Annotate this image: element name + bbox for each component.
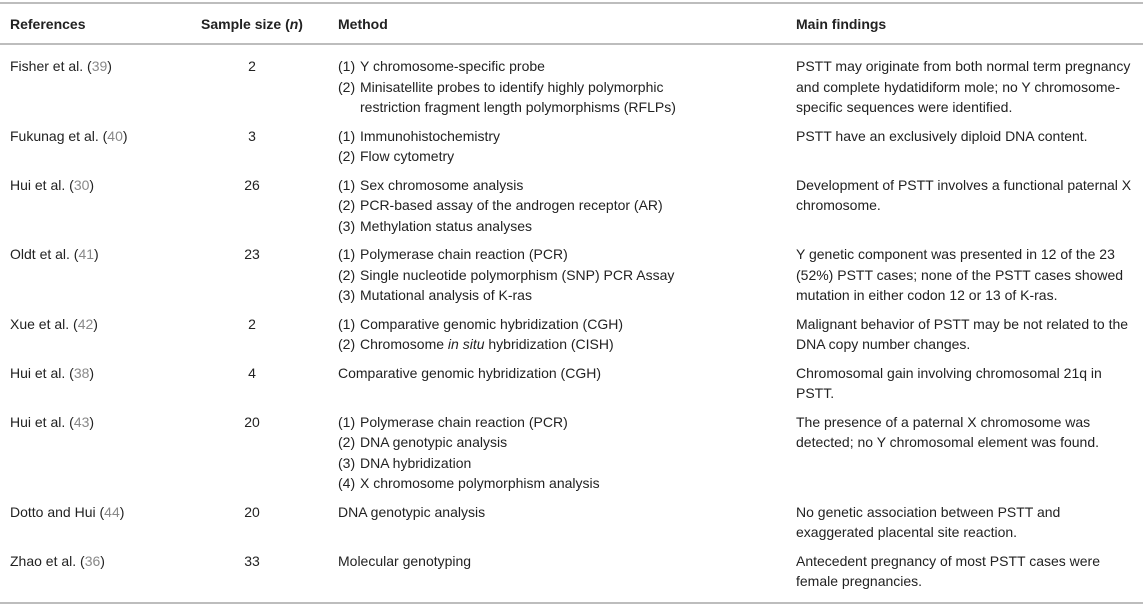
sample-size-cell: 26 xyxy=(244,176,260,193)
reference-cell: Fisher et al. (39) xyxy=(10,58,112,74)
reference-cell: Oldt et al. (41) xyxy=(10,246,99,262)
reference-cell: Dotto and Hui (44) xyxy=(10,503,125,520)
studies-table xyxy=(0,2,1143,604)
method-cell xyxy=(328,240,784,310)
method-item: (1) Polymerase chain reaction (PCR) xyxy=(338,413,568,430)
reference-cell: Hui et al. (43) xyxy=(10,413,95,430)
sample-size-cell: 2 xyxy=(248,58,256,74)
method-item: (1) Y chromosome-specific probe xyxy=(338,58,545,74)
header-row xyxy=(0,3,1143,44)
findings-cell: Y genetic component was presented in 12 of the 23 (52%) PSTT cases; none of the PSTT cases showed mutation in either codon 12 or 13 of K-ras. xyxy=(796,246,1124,303)
method-item: (2) DNA genotypic analysis xyxy=(338,434,508,450)
method-item: (3) Methylation status analyses xyxy=(338,217,532,234)
method-cell xyxy=(328,498,784,547)
method-cell xyxy=(328,547,784,603)
table-row xyxy=(0,171,1143,241)
table-row xyxy=(0,240,1143,310)
findings-cell: Antecedent pregnancy of most PSTT cases were female pregnancies. xyxy=(784,547,1143,603)
reference-cell: Xue et al. (42) xyxy=(10,315,98,332)
citation-link[interactable]: 41 xyxy=(78,246,95,262)
method-item: (2) Flow cytometry xyxy=(338,148,455,164)
citation-link[interactable]: 38 xyxy=(73,364,90,381)
method-cell xyxy=(328,44,784,122)
method-item: Comparative genomic hybridization (CGH) xyxy=(338,364,601,381)
table-row xyxy=(0,310,1143,359)
method-item: (2) PCR-based assay of the androgen receptor (AR) xyxy=(338,197,663,213)
method-cell xyxy=(328,359,784,408)
method-item: (4) X chromosome polymorphism analysis xyxy=(338,475,600,491)
findings-cell: Malignant behavior of PSTT may be not related to the DNA copy number changes. xyxy=(796,315,1129,352)
method-item: (3) DNA hybridization xyxy=(338,454,472,471)
findings-cell: Chromosomal gain involving chromosomal 21q in PSTT. xyxy=(796,364,1102,401)
table-row xyxy=(0,122,1143,171)
findings-cell: Development of PSTT involves a functional paternal X chromosome. xyxy=(796,176,1132,213)
sample-size-cell: 3 xyxy=(248,127,256,144)
method-item: (2) Single nucleotide polymorphism (SNP) PCR Assay xyxy=(338,266,675,283)
sample-size-cell: 2 xyxy=(248,315,256,332)
citation-link[interactable]: 39 xyxy=(91,58,108,74)
findings-cell: The presence of a paternal X chromosome was detected; no Y chromosomal element was found. xyxy=(796,413,1099,450)
citation-link[interactable]: 36 xyxy=(84,552,101,569)
sample-size-cell: 20 xyxy=(244,503,260,520)
citation-link[interactable]: 40 xyxy=(107,127,123,144)
table-row xyxy=(0,44,1143,122)
method-item: (1) Polymerase chain reaction (PCR) xyxy=(338,246,568,262)
method-item: (1) Comparative genomic hybridization (CGH) xyxy=(338,315,623,332)
table-row xyxy=(0,547,1143,603)
method-cell xyxy=(328,310,784,359)
method-item: (2) Chromosome in situ hybridization (CISH) xyxy=(338,336,614,352)
citation-link[interactable]: 44 xyxy=(104,503,120,520)
method-item: Molecular genotyping xyxy=(338,552,472,569)
findings-cell: PSTT may originate from both normal term pregnancy and complete hydatidiform mole; no Y chromosome-specific sequences were identified. xyxy=(796,58,1131,115)
reference-cell: Fukunag et al. (40) xyxy=(10,127,128,144)
method-item: (1) Immunohistochemistry xyxy=(338,127,501,144)
sample-size-cell: 23 xyxy=(244,246,260,262)
sample-size-cell: 33 xyxy=(176,547,328,603)
reference-cell: Hui et al. (30) xyxy=(10,176,95,193)
table-row xyxy=(0,408,1143,498)
citation-link[interactable]: 30 xyxy=(73,176,90,193)
reference-cell: Hui et al. (38) xyxy=(10,364,95,381)
method-item: restriction fragment length polymorphisms (RFLPs) xyxy=(360,99,676,115)
citation-link[interactable]: 42 xyxy=(77,315,94,332)
findings-cell: No genetic association between PSTT and exaggerated placental site reaction. xyxy=(796,503,1061,540)
table-row xyxy=(0,498,1143,547)
method-item: DNA genotypic analysis xyxy=(338,503,486,520)
sample-size-cell: 4 xyxy=(248,364,256,381)
header-method: Method xyxy=(328,3,784,44)
header-references: References xyxy=(0,3,176,44)
header-sample-size: Sample size (n) xyxy=(176,3,328,44)
method-item: (2) Minisatellite probes to identify highly polymorphic xyxy=(338,78,664,95)
method-cell xyxy=(328,171,784,241)
method-cell xyxy=(328,408,784,498)
method-item: (3) Mutational analysis of K-ras xyxy=(338,287,532,303)
header-findings: Main findings xyxy=(784,3,1143,44)
findings-cell: PSTT have an exclusively diploid DNA content. xyxy=(796,127,1088,144)
method-item: (1) Sex chromosome analysis xyxy=(338,176,524,193)
reference-cell: Zhao et al. (36) xyxy=(0,547,176,603)
sample-size-cell: 20 xyxy=(244,413,260,430)
table-row xyxy=(0,359,1143,408)
method-cell xyxy=(328,122,784,171)
citation-link[interactable]: 43 xyxy=(73,413,90,430)
